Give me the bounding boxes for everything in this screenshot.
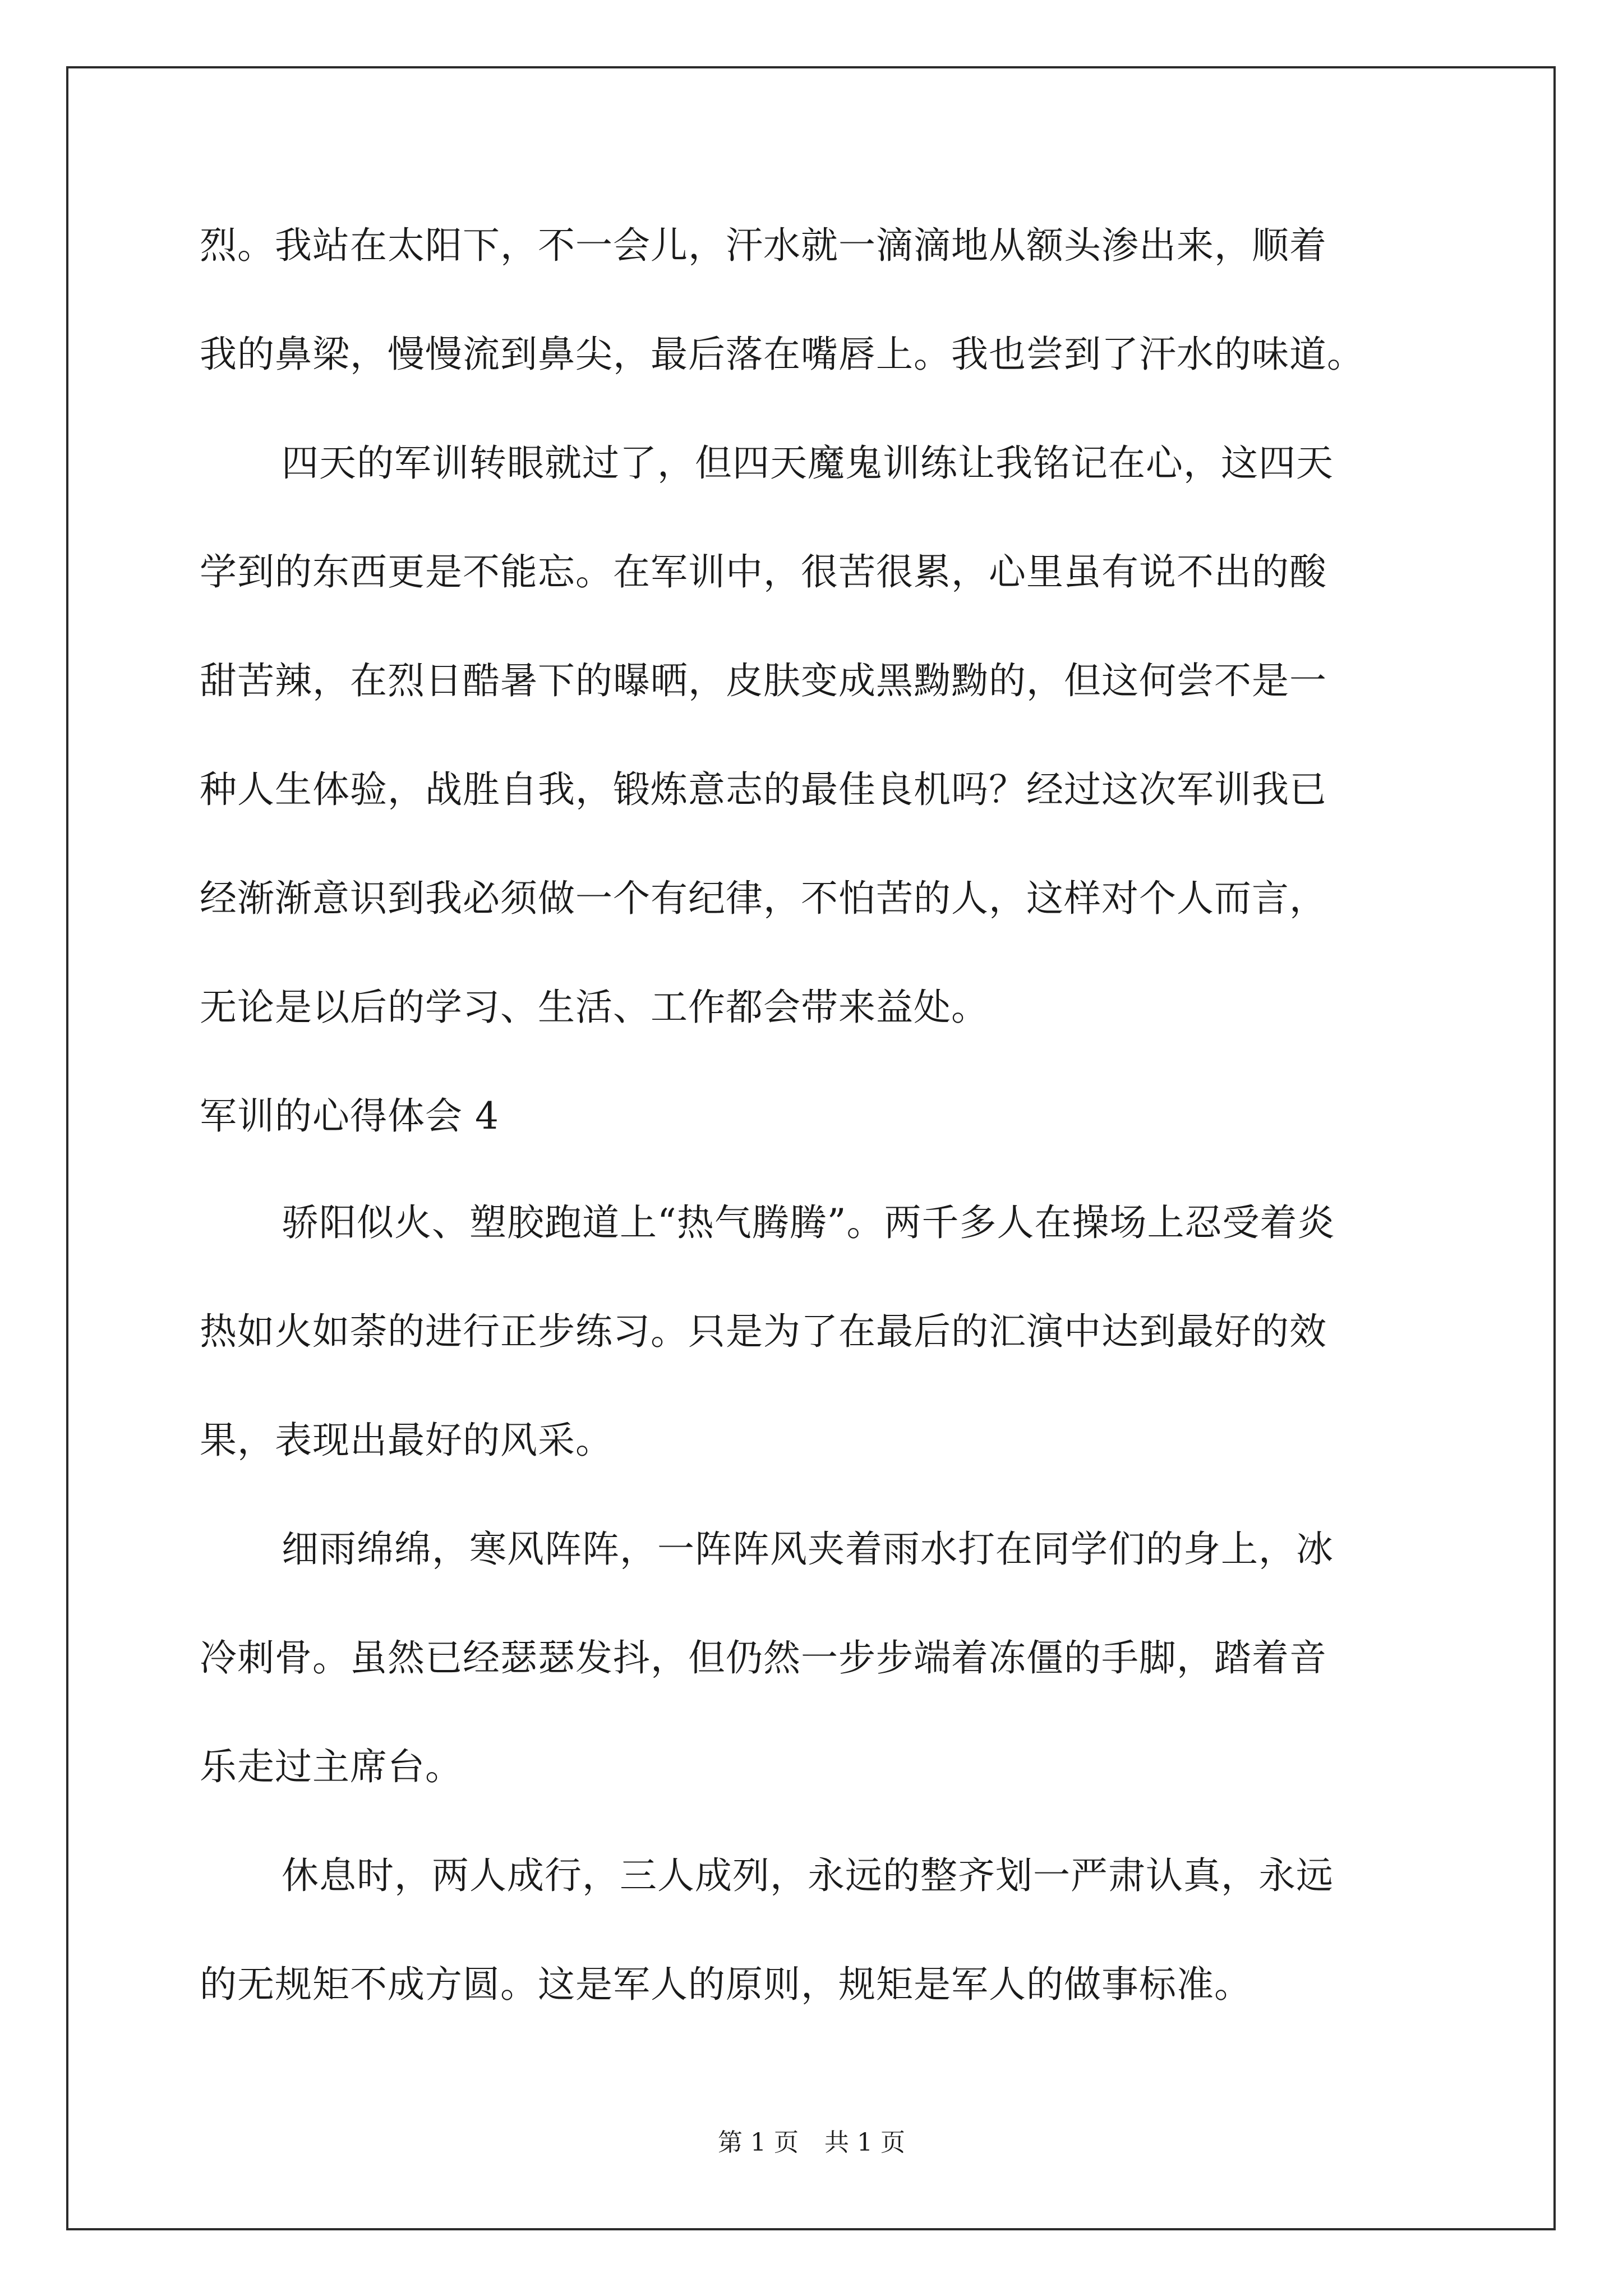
text-line: 休息时，两人成行，三人成列，永远的整齐划一严肃认真，永远	[282, 1854, 1334, 1897]
text-line: 果，表现出最好的风采。	[200, 1419, 613, 1462]
text-line: 无论是以后的学习、生活、工作都会带来益处。	[200, 986, 989, 1029]
text-line: 我的鼻梁，慢慢流到鼻尖，最后落在嘴唇上。我也尝到了汗水的味道。	[200, 333, 1364, 376]
document-body	[200, 209, 1433, 2056]
text-line: 四天的军训转眼就过了，但四天魔鬼训练让我铭记在心，这四天	[282, 441, 1334, 485]
section-heading: 军训的心得体会 4	[200, 1094, 499, 1138]
text-line: 甜苦辣，在烈日酷暑下的曝晒，皮肤变成黑黝黝的，但这何尝不是一	[200, 659, 1327, 702]
text-line: 的无规矩不成方圆。这是军人的原则，规矩是军人的做事标准。	[200, 1963, 1252, 2006]
page-number: 第 1 页	[718, 2128, 799, 2157]
text-line: 乐走过主席台。	[200, 1745, 463, 1788]
text-line: 学到的东西更是不能忘。在军训中，很苦很累，心里虽有说不出的酸	[200, 550, 1327, 593]
text-line: 经渐渐意识到我必须做一个有纪律，不怕苦的人，这样对个人而言，	[200, 877, 1327, 920]
page-footer	[0, 2126, 1623, 2160]
text-line: 热如火如荼的进行正步练习。只是为了在最后的汇演中达到最好的效	[200, 1310, 1327, 1353]
page-total: 共 1 页	[824, 2128, 905, 2157]
text-line: 冷刺骨。虽然已经瑟瑟发抖，但仍然一步步端着冻僵的手脚，踏着音	[200, 1636, 1327, 1680]
text-line: 细雨绵绵，寒风阵阵，一阵阵风夹着雨水打在同学们的身上，冰	[282, 1527, 1334, 1571]
text-line: 烈。我站在太阳下，不一会儿，汗水就一滴滴地从额头渗出来，顺着	[200, 224, 1327, 267]
text-line: 种人生体验，战胜自我，锻炼意志的最佳良机吗？经过这次军训我已	[200, 768, 1327, 811]
text-line: 骄阳似火、塑胶跑道上“热气腾腾”。两千多人在操场上忍受着炎	[282, 1201, 1335, 1244]
